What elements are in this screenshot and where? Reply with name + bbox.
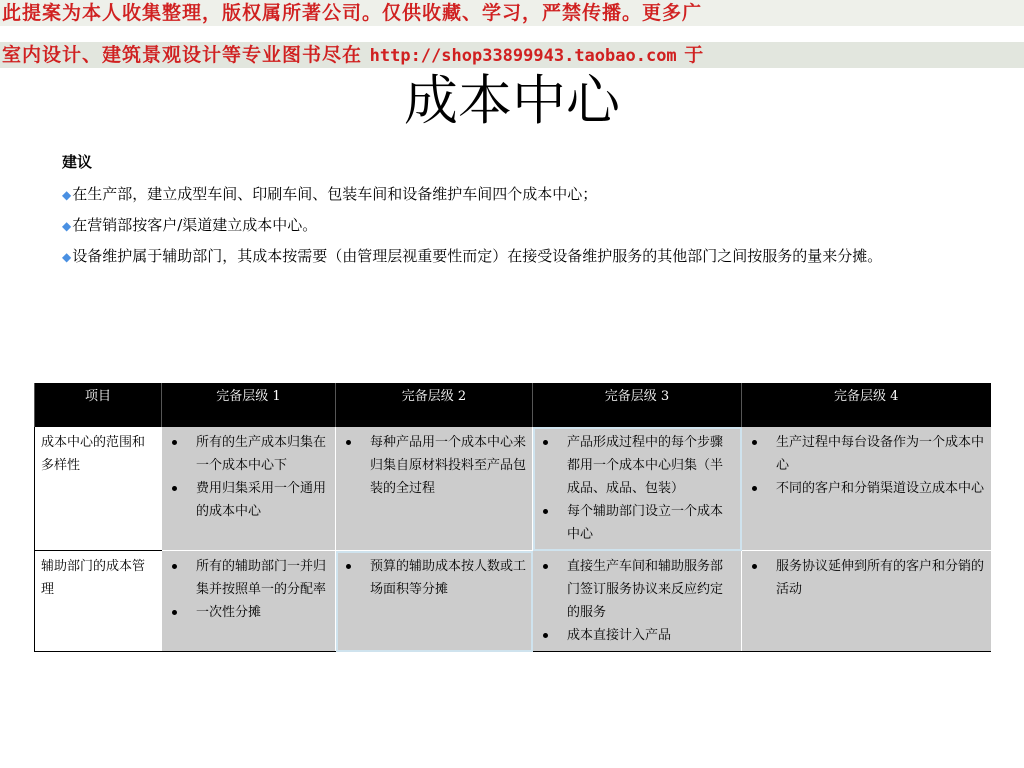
table-spacer-row: [35, 405, 991, 427]
list-item: 所有的辅助部门一并归集并按照单一的分配率: [168, 555, 329, 601]
list-item: 生产过程中每台设备作为一个成本中心: [748, 431, 985, 477]
column-header-level2: 完备层级 2: [336, 383, 533, 405]
list-item: 服务协议延伸到所有的客户和分销的活动: [748, 555, 985, 601]
maturity-table: [34, 383, 991, 652]
column-header-level4: 完备层级 4: [742, 383, 991, 405]
watermark-text-line2-suffix: 于: [676, 44, 705, 66]
list-item: 一次性分摊: [168, 601, 329, 624]
list-item: 产品形成过程中的每个步骤都用一个成本中心归集（半成品、成品、包装）: [539, 431, 735, 500]
suggestion-text: 在生产部，建立成型车间、印刷车间、包装车间和设备维护车间四个成本中心；: [72, 185, 598, 203]
watermark-url-link[interactable]: http://shop33899943.taobao.com: [369, 46, 677, 66]
table-cell: [742, 427, 991, 551]
table-cell: [162, 551, 336, 652]
list-item: 每个辅助部门设立一个成本中心: [539, 500, 735, 546]
suggestion-item: [62, 184, 962, 205]
table-cell: [742, 551, 991, 652]
table-cell: [336, 551, 533, 652]
column-header-level1: 完备层级 1: [162, 383, 336, 405]
suggestions-block: [62, 152, 962, 277]
list-item: 费用归集采用一个通用的成本中心: [168, 477, 329, 523]
suggestion-text: 设备维护属于辅助部门，其成本按需要（由管理层视重要性而定）在接受设备维护服务的其他部门之间按服务的量来分摊。: [72, 247, 883, 265]
watermark-banner-top: [0, 0, 1024, 26]
column-header-item: 项目: [35, 383, 162, 405]
slide-title: 成本中心: [404, 69, 620, 132]
table-row: [35, 427, 991, 551]
column-header-level3: 完备层级 3: [533, 383, 742, 405]
table-header-row: [35, 383, 991, 405]
watermark-text-line1: 此提案为本人收集整理，版权属所著公司。仅供收藏、学习，严禁传播。更多广: [2, 2, 703, 24]
list-item: 直接生产车间和辅助服务部门签订服务协议来反应约定的服务: [539, 555, 735, 624]
diamond-bullet-icon: ◆: [62, 188, 72, 202]
table-cell: [162, 427, 336, 551]
diamond-bullet-icon: ◆: [62, 219, 72, 233]
diamond-bullet-icon: ◆: [62, 250, 72, 264]
table-cell: [533, 551, 742, 652]
watermark-text-line2: 室内设计、建筑景观设计等专业图书尽在: [2, 44, 370, 66]
suggestion-item: [62, 246, 962, 267]
row-label: 成本中心的范围和多样性: [35, 427, 162, 551]
table-cell: [533, 427, 742, 551]
list-item: 不同的客户和分销渠道设立成本中心: [748, 477, 985, 500]
list-item: 成本直接计入产品: [539, 624, 735, 647]
table-row: [35, 551, 991, 652]
list-item: 预算的辅助成本按人数或工场面积等分摊: [342, 555, 526, 601]
suggestion-text: 在营销部按客户/渠道建立成本中心。: [72, 216, 318, 234]
row-label: 辅助部门的成本管理: [35, 551, 162, 652]
suggestion-item: [62, 215, 962, 236]
list-item: 所有的生产成本归集在一个成本中心下: [168, 431, 329, 477]
suggestions-heading: 建议: [62, 153, 93, 171]
table-cell: [336, 427, 533, 551]
list-item: 每种产品用一个成本中心来归集自原材料投料至产品包装的全过程: [342, 431, 526, 500]
